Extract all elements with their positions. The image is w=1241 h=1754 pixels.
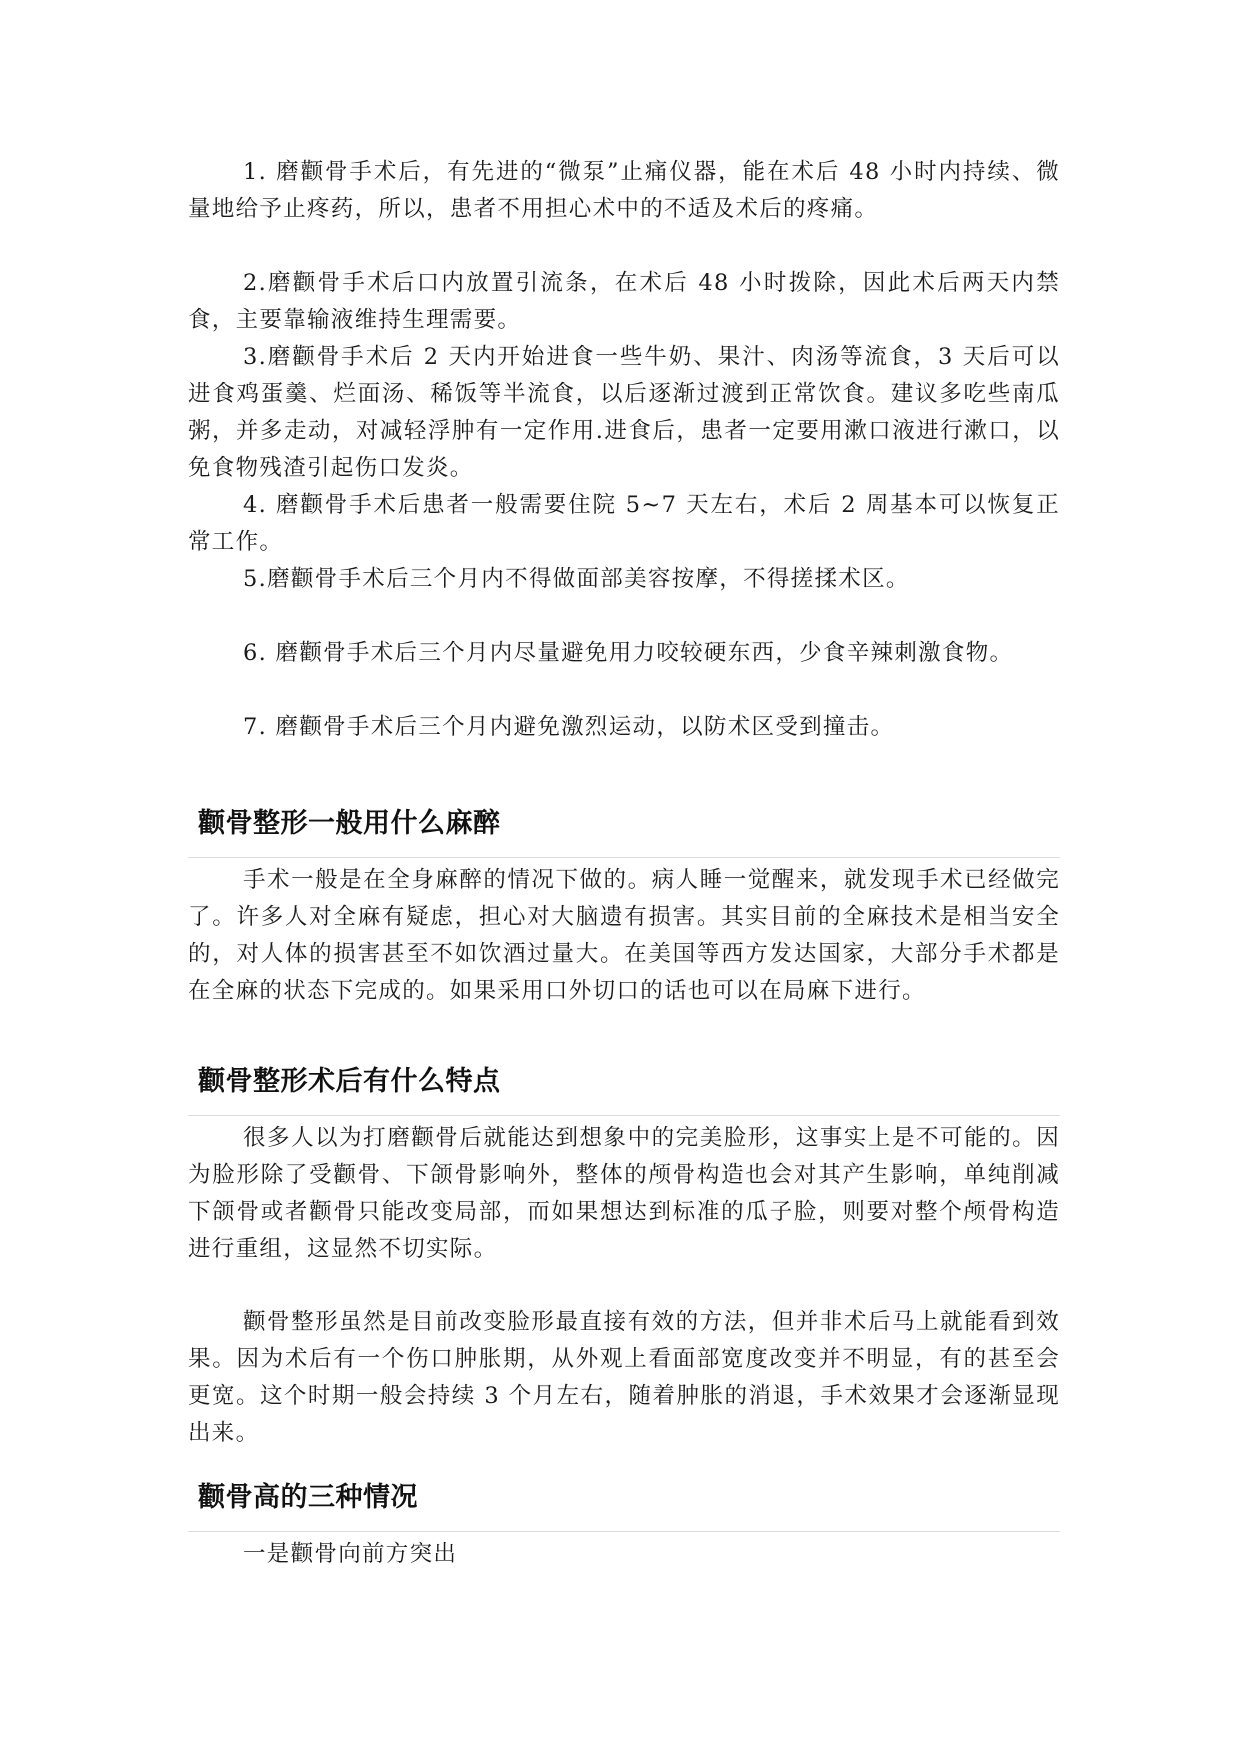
section-divider [188,857,1060,858]
section-divider [188,1115,1060,1116]
section-divider [188,1531,1060,1532]
paragraph-item-5: 5.磨颧骨手术后三个月内不得做面部美容按摩，不得搓揉术区。 [243,566,910,592]
section-heading-postop-features: 颧骨整形术后有什么特点 [198,1066,501,1097]
section-heading-three-cases: 颧骨高的三种情况 [198,1482,418,1513]
paragraph-item-1: 1. 磨颧骨手术后，有先进的“微泵”止痛仪器，能在术后 48 小时内持续、微量地给予止疼药，所以，患者不用担心术中的不适及术后的疼痛。 [188,159,1060,222]
section-paragraph: 很多人以为打磨颧骨后就能达到想象中的完美脸形，这事实上是不可能的。因为脸形除了受颧骨、下颌骨影响外，整体的颅骨构造也会对其产生影响，单纯削减下颌骨或者颧骨只能改变局部，而如果想达到标准的瓜子脸，则要对整个颅骨构造进行重组，这显然不切实际。 [188,1125,1060,1262]
paragraph-item-6: 6. 磨颧骨手术后三个月内尽量避免用力咬较硬东西，少食辛辣刺激食物。 [243,640,1014,666]
section-heading-anesthesia: 颧骨整形一般用什么麻醉 [198,808,501,839]
section-paragraph: 手术一般是在全身麻醉的情况下做的。病人睡一觉醒来，就发现手术已经做完了。许多人对全麻有疑虑，担心对大脑遗有损害。其实目前的全麻技术是相当安全的，对人体的损害甚至不如饮酒过量大。在美国等西方发达国家，大部分手术都是在全麻的状态下完成的。如果采用口外切口的话也可以在局麻下进行。 [188,867,1060,1004]
section-paragraph: 颧骨整形虽然是目前改变脸形最直接有效的方法，但并非术后马上就能看到效果。因为术后有一个伤口肿胀期，从外观上看面部宽度改变并不明显，有的甚至会更宽。这个时期一般会持续 3 个月左右，随着肿胀的消退，手术效果才会逐渐显现出来。 [188,1309,1060,1446]
paragraph-item-7: 7. 磨颧骨手术后三个月内避免激烈运动，以防术区受到撞击。 [243,714,895,740]
section-paragraph: 一是颧骨向前方突出 [243,1541,458,1567]
paragraph-item-2: 2.磨颧骨手术后口内放置引流条，在术后 48 小时拨除，因此术后两天内禁食，主要靠输液维持生理需要。 [188,270,1060,333]
paragraph-item-3: 3.磨颧骨手术后 2 天内开始进食一些牛奶、果汁、肉汤等流食，3 天后可以进食鸡蛋羹、烂面汤、稀饭等半流食，以后逐渐过渡到正常饮食。建议多吃些南瓜粥，并多走动，对减轻浮肿有一定作用.进食后，患者一定要用漱口液进行漱口，以免食物残渣引起伤口发炎。 [188,344,1060,481]
paragraph-item-4: 4. 磨颧骨手术后患者一般需要住院 5~7 天左右，术后 2 周基本可以恢复正常工作。 [188,492,1060,555]
